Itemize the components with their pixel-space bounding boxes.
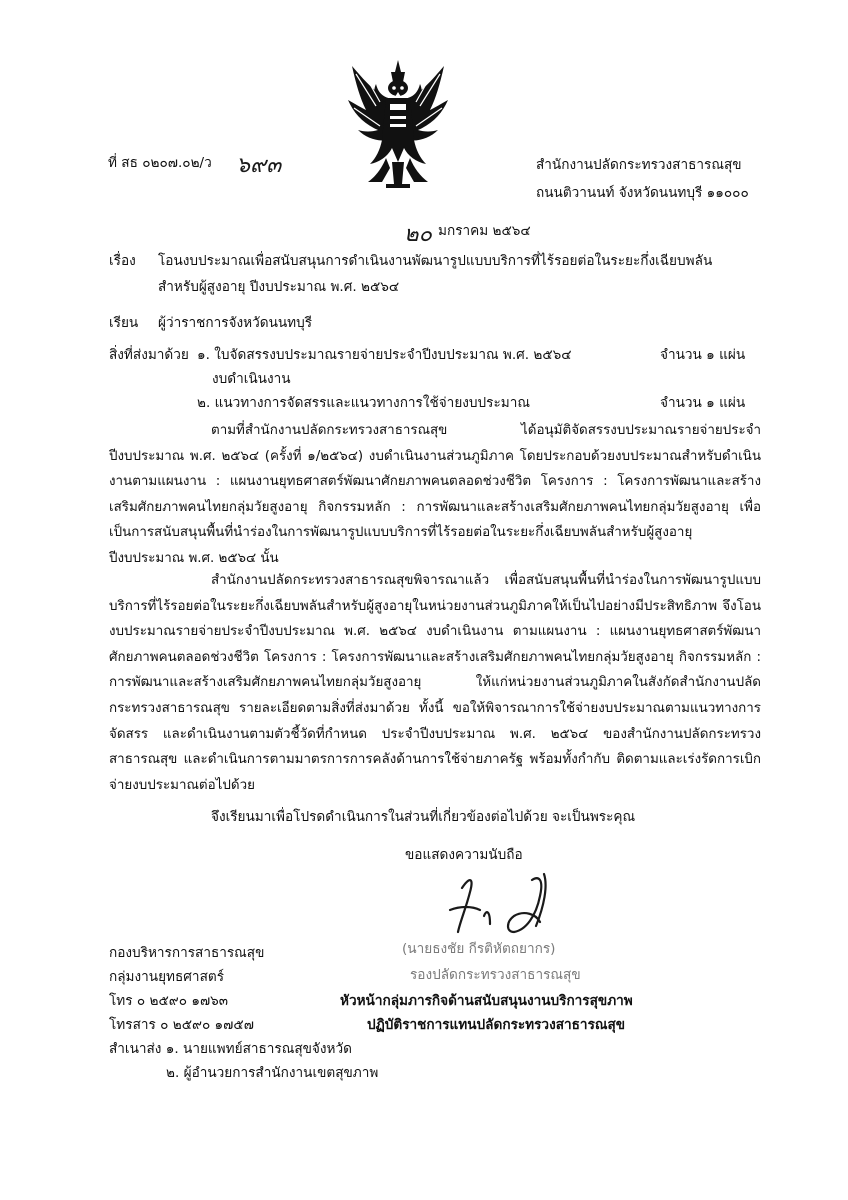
signature-salutation: ขอแสดงความนับถือ — [405, 847, 523, 863]
document-number-handwritten: ๖๙๓ — [236, 153, 282, 178]
organization-name: สำนักงานปลัดกระทรวงสาธารณสุข — [536, 157, 742, 173]
subject-line-2: สำหรับผู้สูงอายุ ปีงบประมาณ พ.ศ. ๒๕๖๔ — [158, 279, 400, 295]
enclosure-item-2-qty: จำนวน ๑ แผ่น — [660, 395, 746, 411]
body-paragraph-2 — [109, 568, 761, 798]
handwritten-signature-icon — [440, 866, 570, 946]
footer-cc-1: สำเนาส่ง ๑. นายแพทย์สาธารณสุขจังหวัด — [109, 1041, 352, 1057]
body-paragraph-1 — [109, 418, 761, 572]
document-number — [108, 150, 212, 176]
organization-address: ถนนติวานนท์ จังหวัดนนทบุรี ๑๑๐๐๐ — [536, 185, 749, 201]
footer-division: กองบริหารการสาธารณสุข — [109, 945, 265, 961]
footer-fax: โทรสาร ๐ ๒๕๙๐ ๑๗๕๗ — [109, 1017, 254, 1033]
signatory-name: (นายธงชัย กีรติหัตถยากร) — [402, 941, 556, 957]
body-paragraph-1-text: ตามที่สำนักงานปลัดกระทรวงสาธารณสุข ได้อนุมัติจัดสรรงบประมาณรายจ่ายประจำปีงบประมาณ พ.ศ. ๒๕๖๔ (ครั้งที่ ๑/๒๕๖๔) งบดำเนินงานส่วนภูมิภาค โดยประกอบด้วยงบประมาณสำหรับดำเนินงานตามแผนงาน : แผนงานยุทธศาสตร์พัฒนาศักยภาพคนตลอดช่วงชีวิต โครงการ : โครงการพัฒนาและสร้างเสริมศักยภาพคนไทยกลุ่มวัยสูงอายุ กิจกรรมหลัก : การพัฒนาและสร้างเสริมศักยภาพคนไทยกลุ่มวัยสูงอายุ เพื่อเป็นการสนับสนุนพื้นที่นำร่องในการพัฒนารูปแบบบริการที่ไร้รอยต่อในระยะกึ่งเฉียบพลันสำหรับผู้สูงอายุ ปีงบประมาณ พ.ศ. ๒๕๖๔ นั้น — [109, 423, 761, 566]
recipient-value: ผู้ว่าราชการจังหวัดนนทบุรี — [158, 315, 313, 331]
subject-line-1: โอนงบประมาณเพื่อสนับสนุนการดำเนินงานพัฒนารูปแบบบริการที่ไร้รอยต่อในระยะกึ่งเฉียบพลัน — [158, 253, 713, 269]
signatory-position-3: ปฏิบัติราชการแทนปลัดกระทรวงสาธารณสุข — [367, 1017, 626, 1033]
body-paragraph-2-text: สำนักงานปลัดกระทรวงสาธารณสุขพิจารณาแล้ว เพื่อสนับสนุนพื้นที่นำร่องในการพัฒนารูปแบบบริการที่ไร้รอยต่อในระยะกึ่งเฉียบพลันสำหรับผู้สูงอายุในหน่วยงานส่วนภูมิภาคให้เป็นไปอย่างมีประสิทธิภาพ จึงโอนงบประมาณรายจ่ายประจำปีงบประมาณ พ.ศ. ๒๕๖๔ งบดำเนินงาน ตามแผนงาน : แผนงานยุทธศาสตร์พัฒนาศักยภาพคนตลอดช่วงชีวิต โครงการ : โครงการพัฒนาและสร้างเสริมศักยภาพคนไทยกลุ่มวัยสูงอายุ กิจกรรมหลัก : การพัฒนาและสร้างเสริมศักยภาพคนไทยกลุ่มวัยสูงอายุ ให้แก่หน่วยงานส่วนภูมิภาคในสังกัดสำนักงานปลัดกระทรวงสาธารณสุข รายละเอียดตามสิ่งที่ส่งมาด้วย ทั้งนี้ ขอให้พิจารณาการใช้จ่ายงบประมาณตามแนวทางการจัดสรร และดำเนินงานตามตัวชี้วัดที่กำหนด ประจำปีงบประมาณ พ.ศ. ๒๕๖๔ ของสำนักงานปลัดกระทรวงสาธารณสุข และดำเนินการตามมาตรการการคลังด้านการใช้จ่ายภาครัฐ พร้อมทั้งกำกับ ติดตามและเร่งรัดการเบิกจ่ายงบประมาณต่อไปด้วย — [109, 573, 761, 793]
enclosures-label: สิ่งที่ส่งมาด้วย — [109, 347, 189, 363]
closing-sentence: จึงเรียนมาเพื่อโปรดดำเนินการในส่วนที่เกี่ยวข้องต่อไปด้วย จะเป็นพระคุณ — [211, 809, 636, 825]
footer-group: กลุ่มงานยุทธศาสตร์ — [109, 969, 224, 985]
enclosure-item-2: ๒. แนวทางการจัดสรรและแนวทางการใช้จ่ายงบประมาณ — [197, 395, 530, 411]
enclosure-item-1-subtext: งบดำเนินงาน — [212, 371, 291, 387]
garuda-emblem-icon — [346, 58, 450, 190]
enclosure-item-1: ๑. ใบจัดสรรงบประมาณรายจ่ายประจำปีงบประมาณ พ.ศ. ๒๕๖๔ — [197, 347, 572, 363]
footer-cc-2: ๒. ผู้อำนวยการสำนักงานเขตสุขภาพ — [166, 1065, 379, 1081]
document-number-printed: ที่ สธ ๐๒๐๗.๐๒/ว — [108, 155, 212, 171]
signatory-position-1: รองปลัดกระทรวงสาธารณสุข — [410, 967, 581, 983]
recipient-label: เรียน — [109, 315, 139, 331]
enclosure-item-1-qty: จำนวน ๑ แผ่น — [660, 347, 746, 363]
subject-label: เรื่อง — [109, 253, 136, 269]
date-month-year: มกราคม ๒๕๖๔ — [438, 223, 531, 239]
signatory-position-2: หัวหน้ากลุ่มภารกิจด้านสนับสนุนงานบริการสุขภาพ — [340, 993, 633, 1009]
footer-phone: โทร ๐ ๒๕๙๐ ๑๗๖๓ — [109, 993, 229, 1009]
date-day-handwritten: ๒๐ — [404, 222, 432, 247]
